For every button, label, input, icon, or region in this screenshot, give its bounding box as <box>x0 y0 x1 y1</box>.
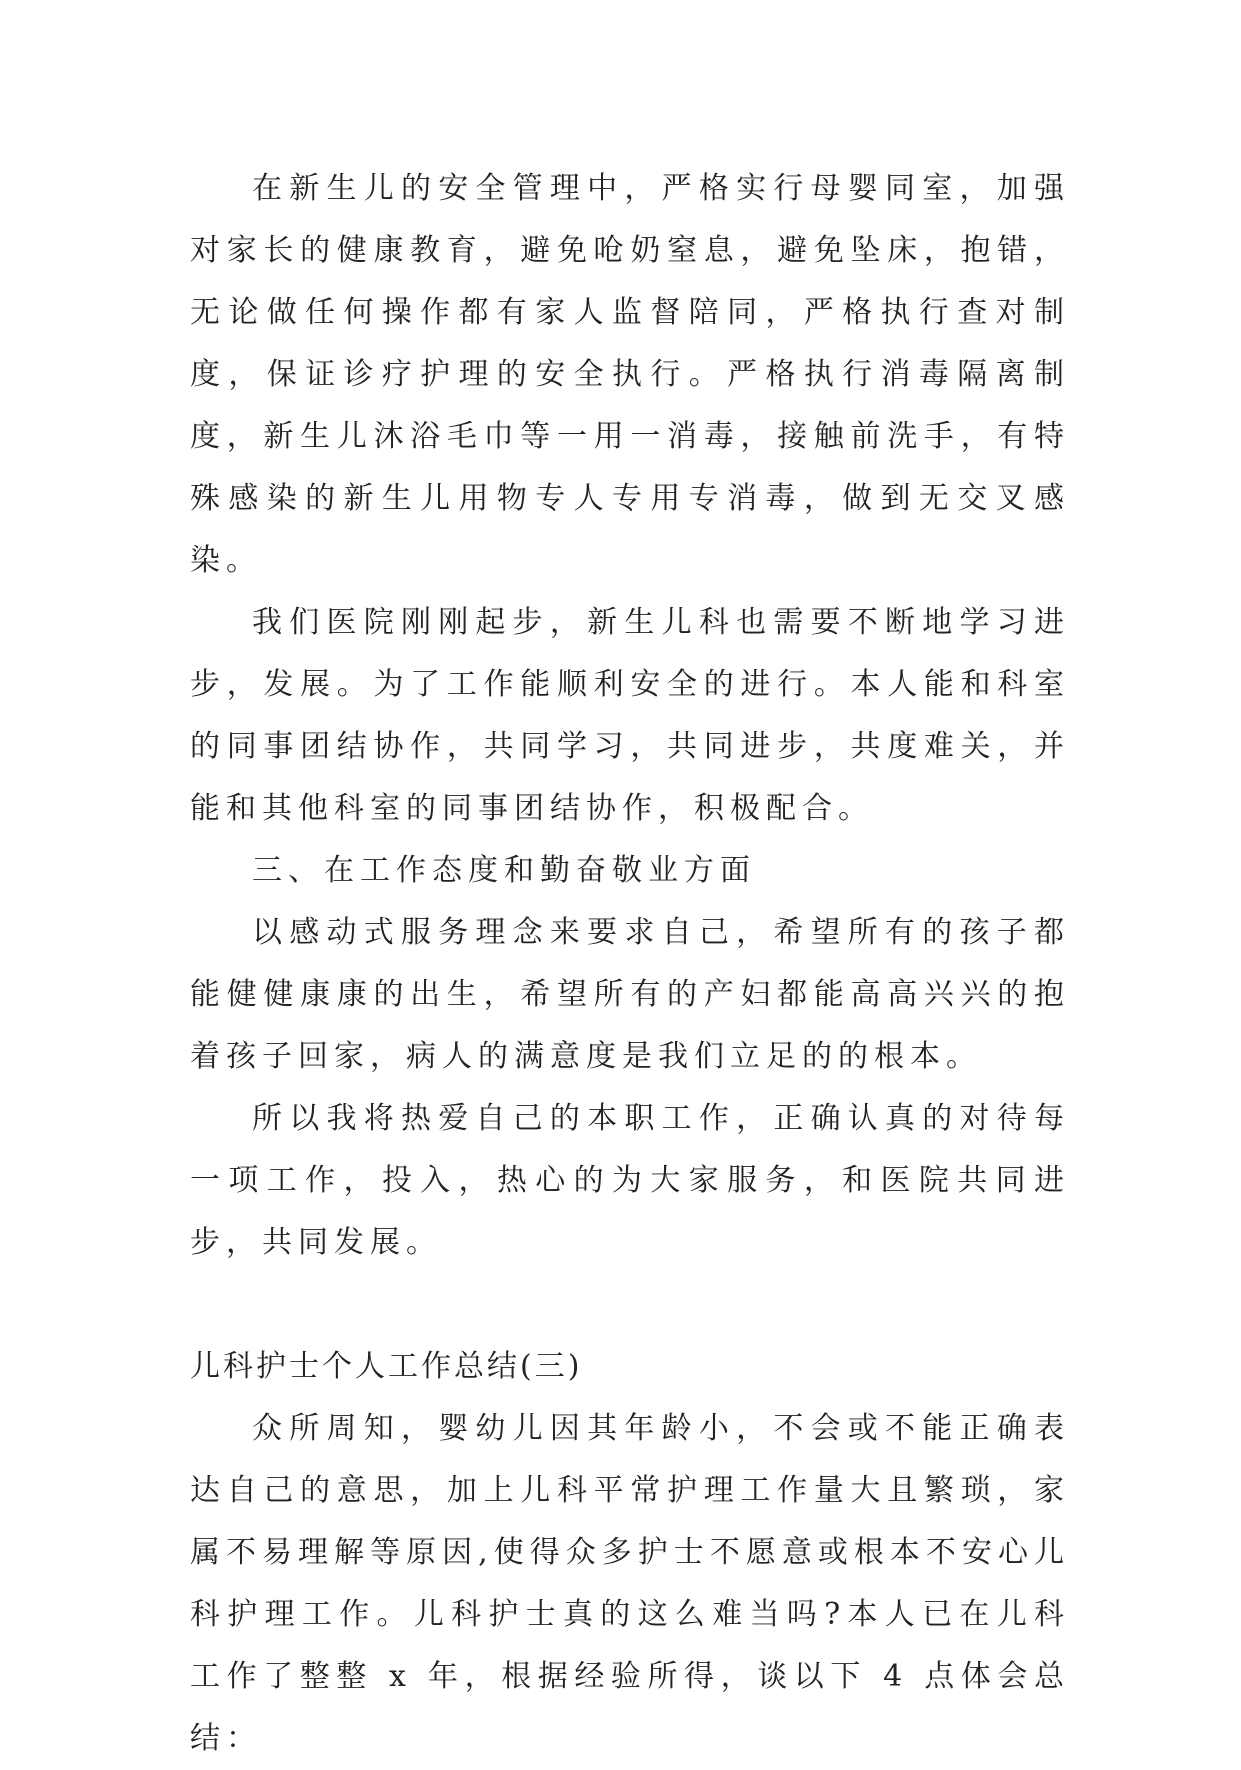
paragraph-pediatric-intro: 众所周知，婴幼儿因其年龄小，不会或不能正确表达自己的意思，加上儿科平常护理工作量大且繁琐，家属不易理解等原因,使得众多护士不愿意或根本不安心儿科护理工作。儿科护士真的这么难当吗?本人已在儿科工作了整整 x 年，根据经验所得，谈以下 4 点体会总结： <box>190 1411 1070 1756</box>
paragraph-service-concept: 以感动式服务理念来要求自己，希望所有的孩子都能健健康康的出生，希望所有的产妇都能高高兴兴的抱着孩子回家，病人的满意度是我们立足的的根本。 <box>190 915 1070 1074</box>
paragraph-love-work: 所以我将热爱自己的本职工作，正确认真的对待每一项工作，投入，热心的为大家服务，和医院共同进步，共同发展。 <box>190 1101 1070 1260</box>
section-title-work-attitude: 三、在工作态度和勤奋敬业方面 <box>252 853 756 888</box>
paragraph-newborn-safety: 在新生儿的安全管理中，严格实行母婴同室，加强对家长的健康教育，避免呛奶窒息，避免坠床，抱错，无论做任何操作都有家人监督陪同，严格执行查对制度，保证诊疗护理的安全执行。严格执行消毒隔离制度，新生儿沐浴毛巾等一用一消毒，接触前洗手，有特殊感染的新生儿用物专人专用专消毒，做到无交叉感染。 <box>190 171 1070 578</box>
paragraph-team-cooperation: 我们医院刚刚起步，新生儿科也需要不断地学习进步，发展。为了工作能顺利安全的进行。本人能和科室的同事团结协作，共同学习，共同进步，共度难关，并能和其他科室的同事团结协作，积极配合。 <box>190 605 1070 826</box>
document-body <box>190 158 1070 1770</box>
document-heading: 儿科护士个人工作总结(三) <box>190 1349 583 1384</box>
